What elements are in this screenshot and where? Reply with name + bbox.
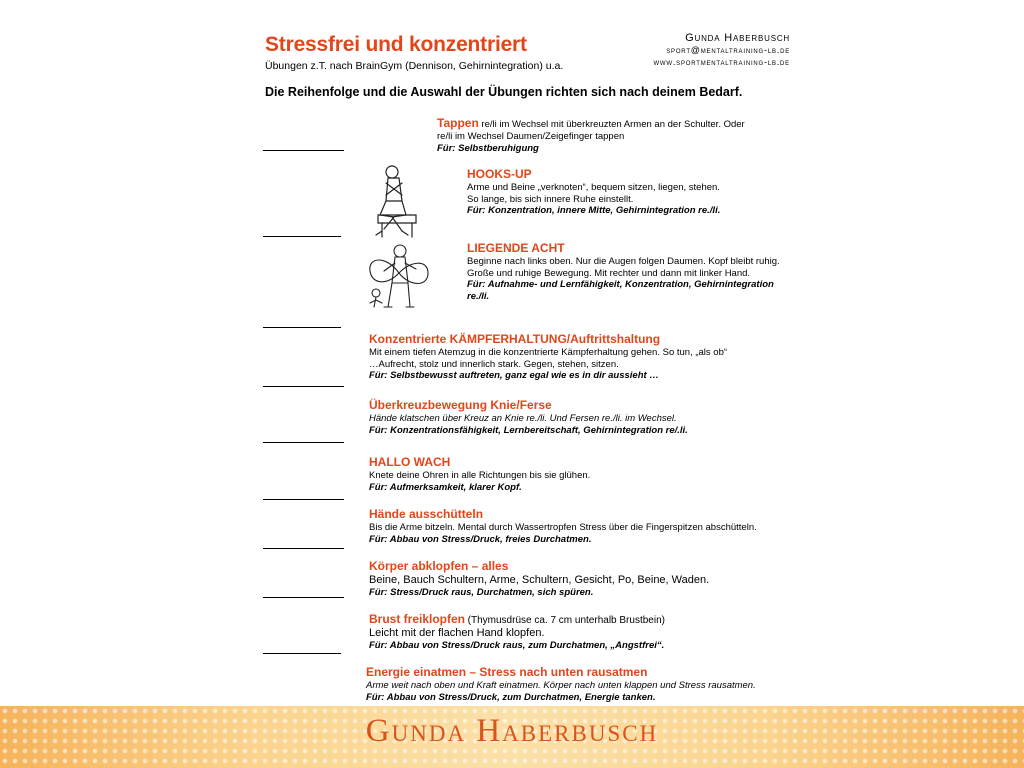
exercise-benefit: Für: Selbstbewusst auftreten, ganz egal wie es in dir aussieht … — [369, 370, 659, 381]
exercise-ueberkreuzbewegung — [369, 398, 789, 436]
exercise-description: Arme und Beine „verknoten“, bequem sitzen, liegen, stehen. — [467, 182, 720, 193]
exercise-benefit: Für: Abbau von Stress/Druck, zum Durchatmen, Energie tanken. — [366, 691, 656, 703]
exercise-heading: LIEGENDE ACHT — [467, 241, 565, 255]
exercise-heading: HOOKS-UP — [467, 167, 532, 181]
exercise-energie-einatmen — [366, 665, 796, 703]
exercise-description: Beine, Bauch Schultern, Arme, Schultern, Gesicht, Po, Beine, Waden. — [369, 574, 710, 586]
exercise-heading: Brust freiklopfen — [369, 612, 466, 626]
exercise-kaempferhaltung — [369, 332, 789, 382]
blank-line — [263, 597, 344, 598]
exercise-description: Mit einem tiefen Atemzug in die konzentrierte Kämpferhaltung gehen. So tun, „als ob“ — [369, 347, 728, 358]
exercise-benefit: Für: Stress/Druck raus, Durchatmen, sich spüren. — [369, 587, 594, 598]
exercise-liegende-acht — [467, 241, 797, 302]
exercise-tappen — [437, 116, 797, 154]
liegende-acht-illustration — [364, 243, 434, 311]
document-subtitle: Übungen z.T. nach BrainGym (Dennison, Gehirnintegration) u.a. — [265, 60, 564, 72]
blank-line — [263, 327, 341, 328]
blank-line — [263, 386, 344, 387]
exercise-description: Knete deine Ohren in alle Richtungen bis sie glühen. — [369, 470, 591, 481]
exercise-benefit: Für: Abbau von Stress/Druck, freies Durchatmen. — [369, 533, 592, 545]
hooks-up-illustration — [372, 163, 428, 241]
exercise-heading: Hände ausschütteln — [369, 507, 484, 521]
blank-line — [263, 442, 344, 443]
exercise-hooks-up — [467, 167, 797, 217]
exercise-heading: Energie einatmen – Stress nach unten rausatmen — [366, 665, 648, 679]
exercise-note: re/li im Wechsel mit überkreuzten Armen an der Schulter. Oder — [481, 119, 745, 130]
exercise-benefit: Für: Konzentration, innere Mitte, Gehirnintegration re./li. — [467, 205, 721, 216]
exercise-description: So lange, bis sich innere Ruhe einstellt. — [467, 193, 634, 205]
exercise-benefit: Für: Abbau von Stress/Druck raus, zum Durchatmen, „Angstfrei“. — [369, 640, 665, 651]
exercise-description: Große und ruhige Bewegung. Mit rechter und dann mit linker Hand. — [467, 267, 751, 279]
author-website: www.sportmentaltraining-lb.de — [653, 57, 790, 67]
intro-text: Die Reihenfolge und die Auswahl der Übungen richten sich nach deinem Bedarf. — [265, 85, 743, 99]
author-name: Gunda Haberbusch — [685, 32, 790, 44]
exercise-benefit: Für: Selbstberuhigung — [437, 142, 539, 154]
exercise-heading: Überkreuzbewegung Knie/Ferse — [369, 398, 552, 412]
exercise-note: (Thymusdrüse ca. 7 cm unterhalb Brustbein) — [467, 615, 665, 626]
exercise-benefit: Für: Aufnahme- und Lernfähigkeit, Konzentration, Gehirnintegration re./li. — [467, 279, 774, 302]
exercise-brust-freiklopfen — [369, 612, 789, 652]
exercise-description: re/li im Wechsel Daumen/Zeigefinger tappen — [437, 131, 625, 142]
blank-line — [263, 653, 341, 654]
author-email: sport@mentaltraining-lb.de — [666, 45, 790, 55]
exercise-heading: Körper abklopfen – alles — [369, 559, 509, 573]
exercise-description: Hände klatschen über Kreuz an Knie re./li. Und Fersen re./li. im Wechsel. — [369, 413, 677, 424]
blank-line — [263, 236, 341, 237]
exercise-heading: Tappen — [437, 116, 479, 130]
exercise-description: Bis die Arme bitzeln. Mental durch Wassertropfen Stress über die Fingerspitzen abschütteln. — [369, 522, 757, 533]
footer-name: Gunda Haberbusch — [365, 713, 659, 749]
author-block — [653, 32, 790, 68]
exercise-benefit: Für: Aufmerksamkeit, klarer Kopf. — [369, 481, 522, 493]
exercise-heading: Konzentrierte KÄMPFERHALTUNG/Auftrittshaltung — [369, 332, 661, 346]
exercise-description: Arme weit nach oben und Kraft einatmen. Körper nach unten klappen und Stress rausatmen. — [366, 680, 756, 691]
exercise-benefit: Für: Konzentrationsfähigkeit, Lernbereitschaft, Gehirnintegration re/.li. — [369, 424, 688, 436]
blank-line — [263, 499, 344, 500]
blank-line — [263, 150, 344, 151]
exercise-koerper-abklopfen — [369, 559, 789, 599]
exercise-description: Leicht mit der flachen Hand klopfen. — [369, 627, 545, 639]
document-title: Stressfrei und konzentriert — [265, 33, 527, 56]
exercise-hallo-wach — [369, 455, 789, 493]
exercise-heading: HALLO WACH — [369, 455, 451, 469]
exercise-haende-ausschuetteln — [369, 507, 789, 545]
exercise-description: …Aufrecht, stolz und innerlich stark. Gegen, stehen, sitzen. — [369, 358, 619, 370]
exercise-description: Beginne nach links oben. Nur die Augen folgen Daumen. Kopf bleibt ruhig. — [467, 256, 780, 267]
blank-line — [263, 548, 344, 549]
